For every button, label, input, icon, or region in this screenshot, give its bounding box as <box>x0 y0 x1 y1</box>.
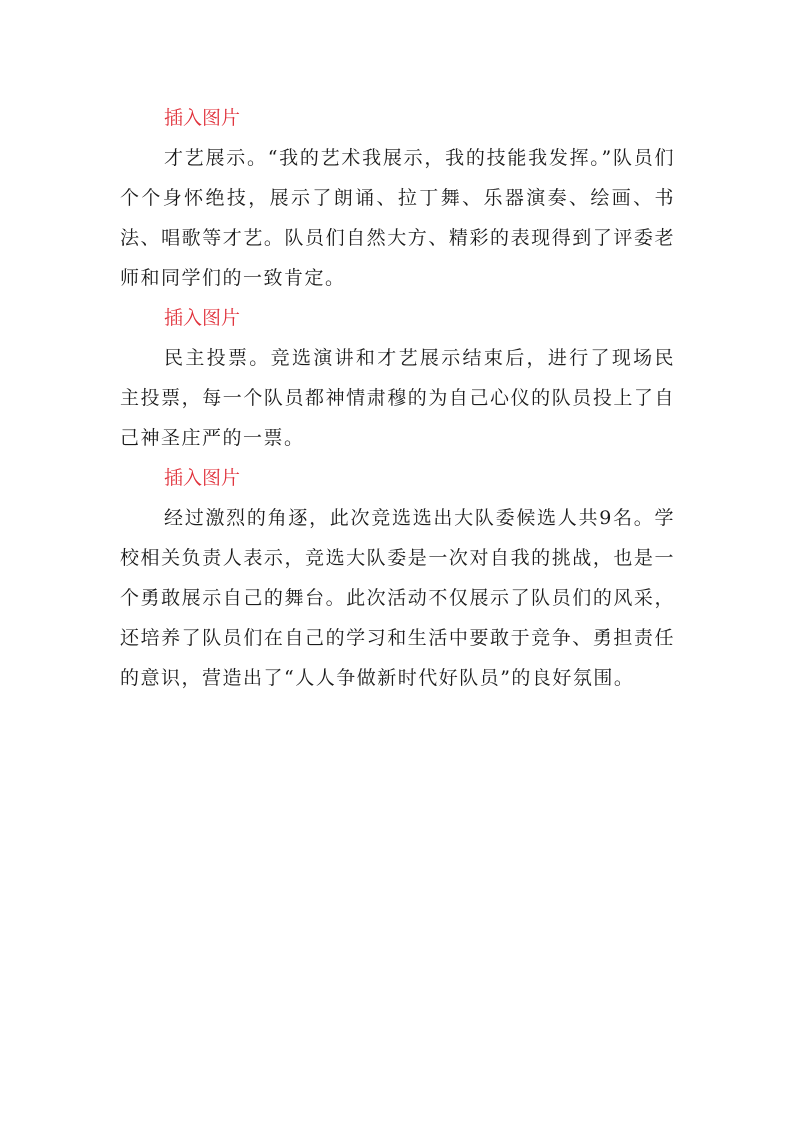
image-placeholder-1: 插入图片 <box>164 107 241 129</box>
paragraph-democratic-vote: 民主投票。竞选演讲和才艺展示结束后，进行了现场民主投票，每一个队员都神情肃穆的为自己心仪的队员投上了自己神圣庄严的一票。 <box>120 347 675 449</box>
image-placeholder-2: 插入图片 <box>164 307 241 329</box>
paragraph-talent-show: 才艺展示。“我的艺术我展示，我的技能我发挥。”队员们个个身怀绝技，展示了朗诵、拉丁舞、乐器演奏、绘画、书法、唱歌等才艺。队员们自然大方、精彩的表现得到了评委老师和同学们的一致肯定。 <box>120 147 675 289</box>
document-body <box>120 98 675 698</box>
image-placeholder-3: 插入图片 <box>164 467 241 489</box>
paragraph-conclusion: 经过激烈的角逐，此次竞选选出大队委候选人共9名。学校相关负责人表示，竞选大队委是一次对自我的挑战，也是一个勇敢展示自己的舞台。此次活动不仅展示了队员们的风采，还培养了队员们在自己的学习和生活中要敢于竞争、勇担责任的意识，营造出了“人人争做新时代好队员”的良好氛围。 <box>120 507 675 689</box>
